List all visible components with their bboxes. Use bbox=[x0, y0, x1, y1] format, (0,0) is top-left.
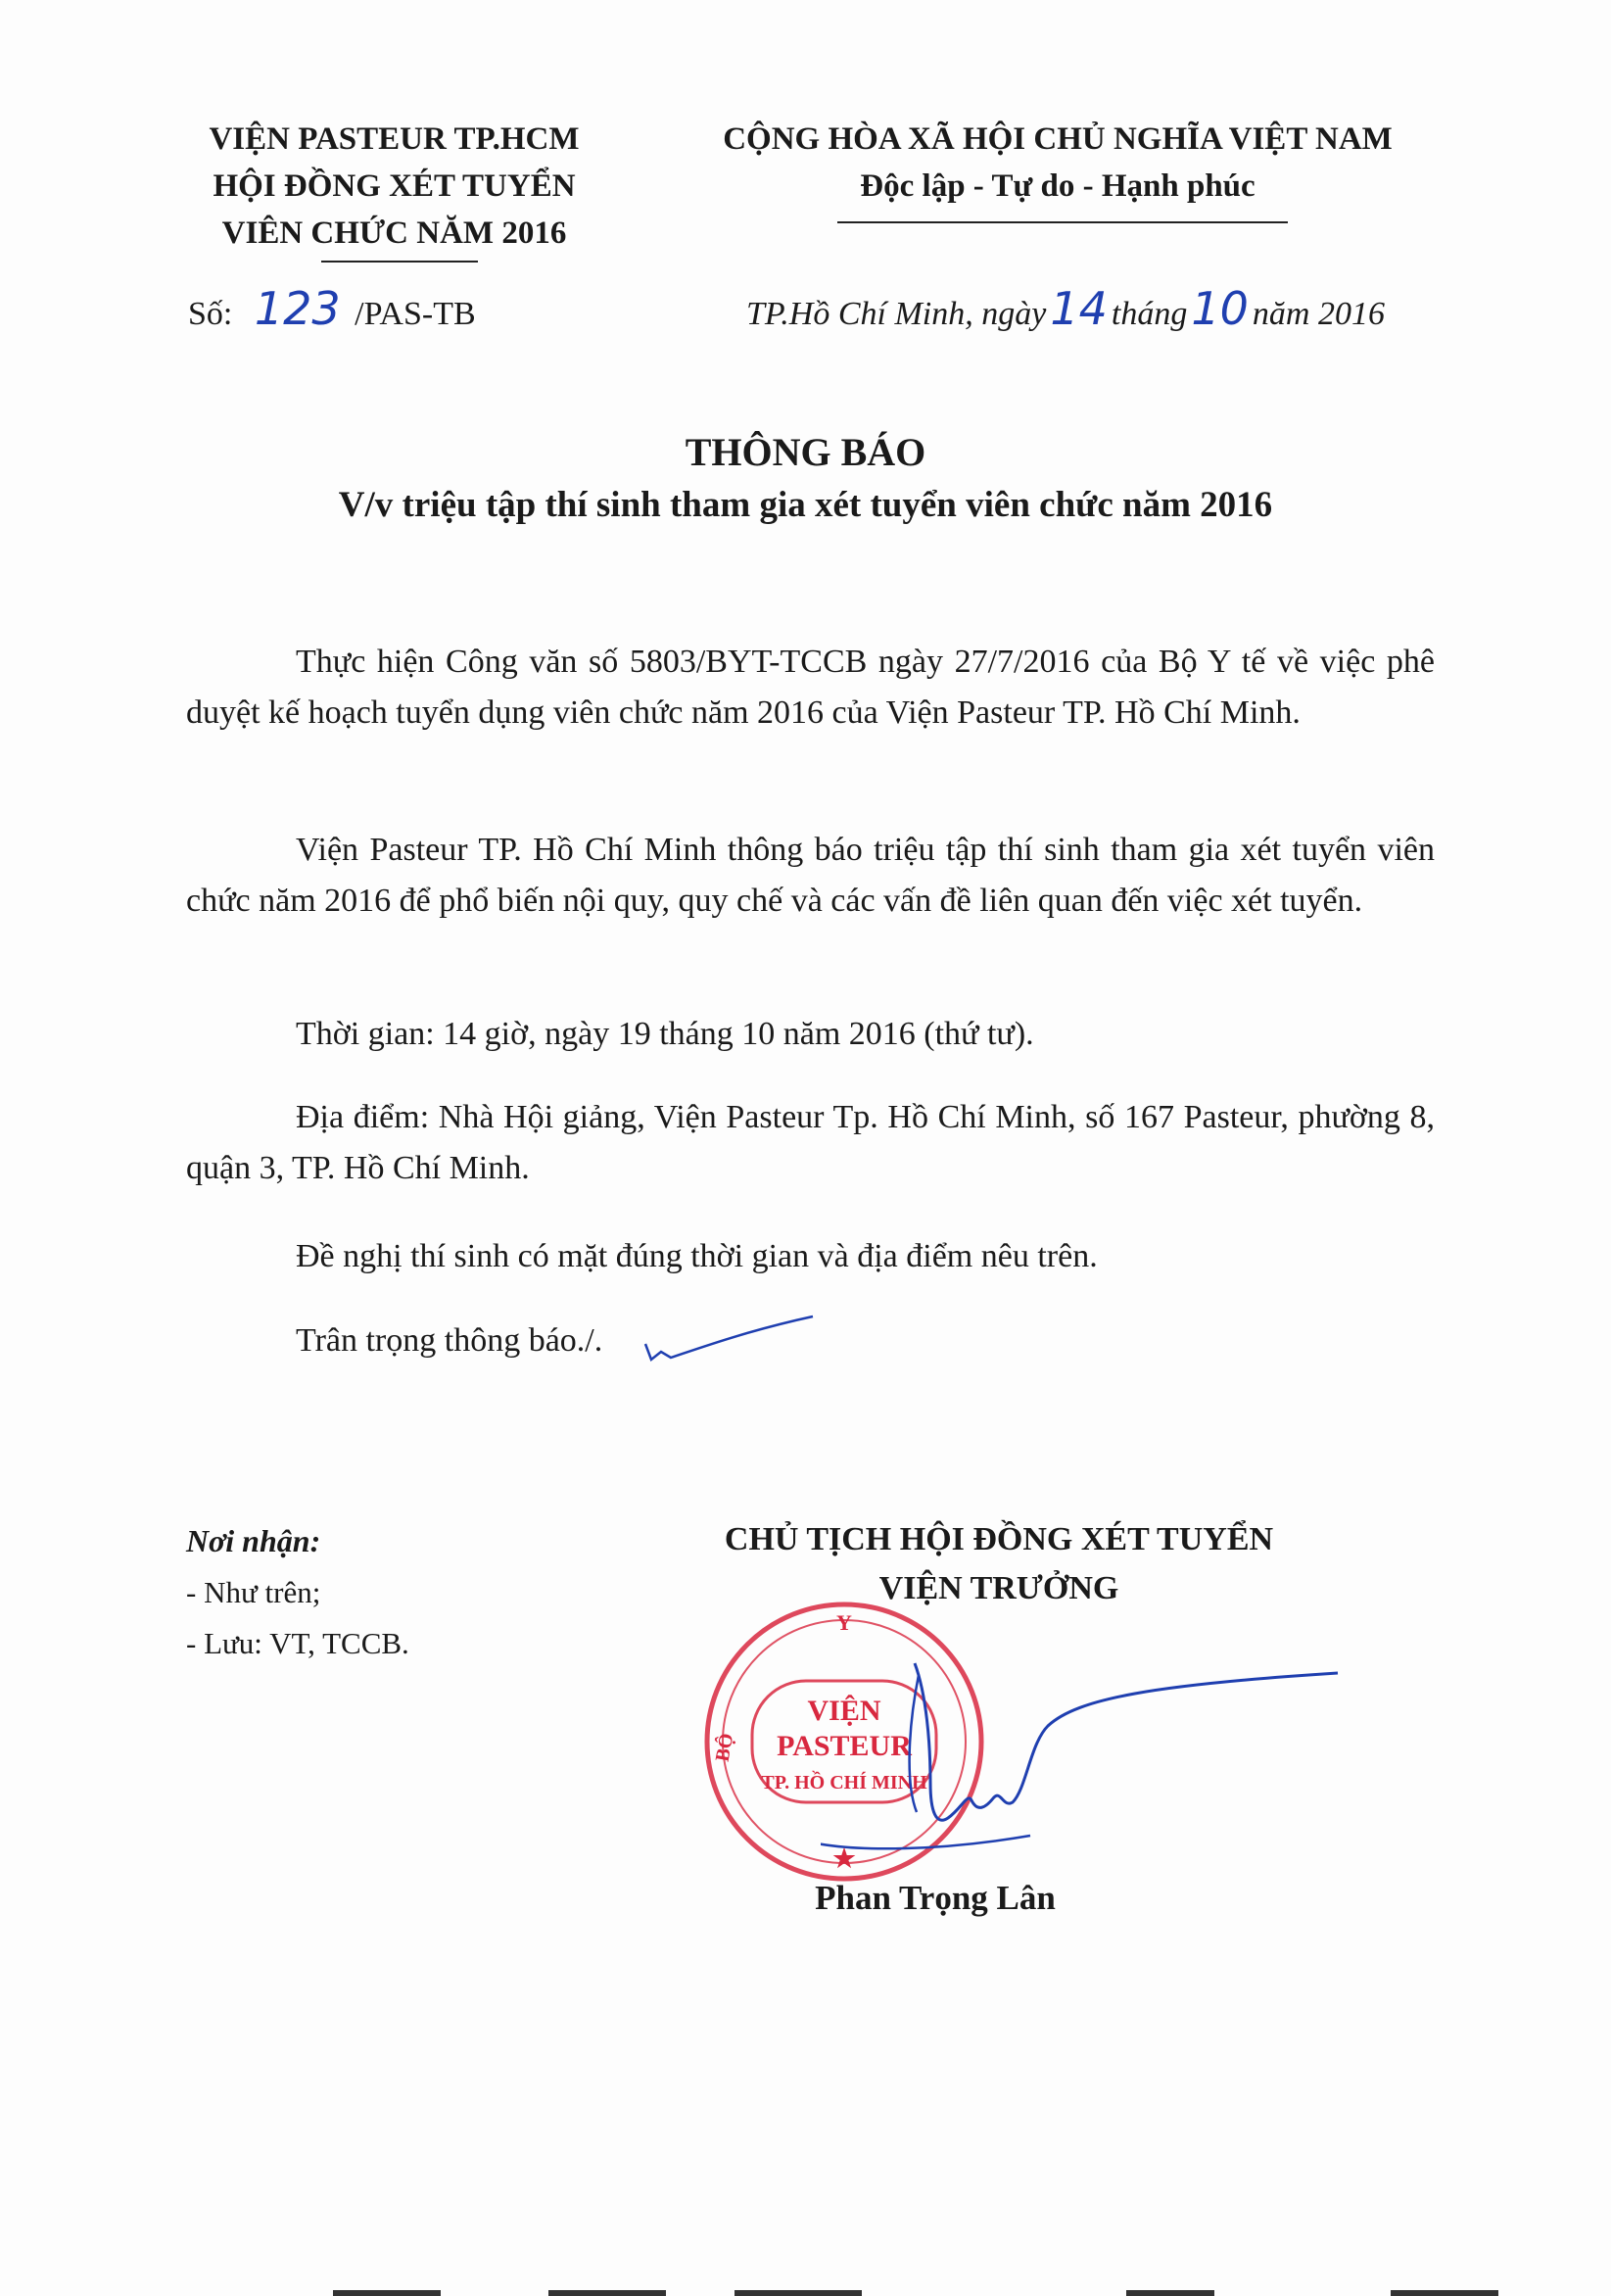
request-line: Đề nghị thí sinh có mặt đúng thời gian và địa điểm nêu trên. bbox=[296, 1238, 1098, 1274]
stamp-side-text: BỘ bbox=[711, 1731, 738, 1764]
paragraph-1-text: Thực hiện Công văn số 5803/BYT-TCCB ngày 27/7/2016 của Bộ Y tế về việc phê duyệt kế hoạch tuyển dụng viên chức năm 2016 của Viện Pasteur TP. Hồ Chí Minh. bbox=[186, 644, 1435, 731]
scan-edge-mark bbox=[1126, 2290, 1214, 2296]
date-line bbox=[746, 282, 1385, 335]
scan-edge-mark bbox=[734, 2290, 862, 2296]
signer-name: Phan Trọng Lân bbox=[815, 1879, 1056, 1917]
nation-motto: Độc lập - Tự do - Hạnh phúc bbox=[860, 168, 1256, 204]
org-underline bbox=[321, 261, 478, 263]
org-line-2: HỘI ĐỒNG XÉT TUYỂN bbox=[213, 168, 576, 204]
closing-line: Trân trọng thông báo./. bbox=[296, 1322, 603, 1359]
scan-edge-mark bbox=[548, 2290, 666, 2296]
motto-underline bbox=[837, 221, 1288, 223]
recipient-item: - Như trên; bbox=[186, 1575, 321, 1609]
stamp-line-2: PASTEUR bbox=[777, 1730, 912, 1762]
initial-flourish bbox=[641, 1309, 818, 1367]
document-subject: V/v triệu tập thí sinh tham gia xét tuyển viên chức năm 2016 bbox=[338, 485, 1273, 525]
document-title: THÔNG BÁO bbox=[685, 430, 926, 474]
paragraph-2 bbox=[186, 825, 1435, 927]
stamp-star: ★ bbox=[832, 1844, 856, 1873]
date-prefix: TP.Hồ Chí Minh, ngày bbox=[746, 296, 1047, 332]
handwritten-signature bbox=[821, 1616, 1350, 1871]
doc-number-suffix: /PAS-TB bbox=[355, 296, 476, 332]
paragraph-1 bbox=[186, 637, 1435, 739]
time-line: Thời gian: 14 giờ, ngày 19 tháng 10 năm 2016 (thứ tư). bbox=[296, 1016, 1034, 1052]
date-day-handwritten: 14 bbox=[1050, 282, 1108, 335]
recipient-item: - Lưu: VT, TCCB. bbox=[186, 1626, 409, 1660]
org-line-3: VIÊN CHỨC NĂM 2016 bbox=[221, 215, 567, 251]
date-month-label: tháng bbox=[1111, 296, 1188, 332]
doc-number-handwritten: 123 bbox=[254, 282, 341, 335]
signer-title-1: CHỦ TỊCH HỘI ĐỒNG XÉT TUYỂN bbox=[724, 1521, 1274, 1557]
stamp-line-3: TP. HỒ CHÍ MINH bbox=[761, 1772, 927, 1794]
recipients-label: Nơi nhận: bbox=[186, 1523, 321, 1558]
signer-title-2: VIỆN TRƯỞNG bbox=[878, 1570, 1119, 1606]
doc-number bbox=[188, 282, 476, 335]
stamp-top-letter: Y bbox=[836, 1610, 852, 1635]
scan-edge-mark bbox=[333, 2290, 441, 2296]
date-year: năm 2016 bbox=[1252, 296, 1385, 332]
paragraph-2-text: Viện Pasteur TP. Hồ Chí Minh thông báo triệu tập thí sinh tham gia xét tuyển viên chức năm 2016 để phổ biến nội quy, quy chế và các vấn đề liên quan đến việc xét tuyển. bbox=[186, 832, 1435, 919]
nation-title: CỘNG HÒA XÃ HỘI CHỦ NGHĨA VIỆT NAM bbox=[723, 121, 1393, 157]
doc-number-label: Số: bbox=[188, 296, 233, 332]
stamp-line-1: VIỆN bbox=[807, 1695, 881, 1727]
location-paragraph bbox=[186, 1092, 1435, 1194]
scan-edge-mark bbox=[1391, 2290, 1498, 2296]
date-month-handwritten: 10 bbox=[1191, 282, 1249, 335]
location-text: Địa điểm: Nhà Hội giảng, Viện Pasteur Tp. Hồ Chí Minh, số 167 Pasteur, phường 8, quận 3, TP. Hồ Chí Minh. bbox=[186, 1099, 1435, 1186]
org-line-1: VIỆN PASTEUR TP.HCM bbox=[209, 121, 580, 157]
